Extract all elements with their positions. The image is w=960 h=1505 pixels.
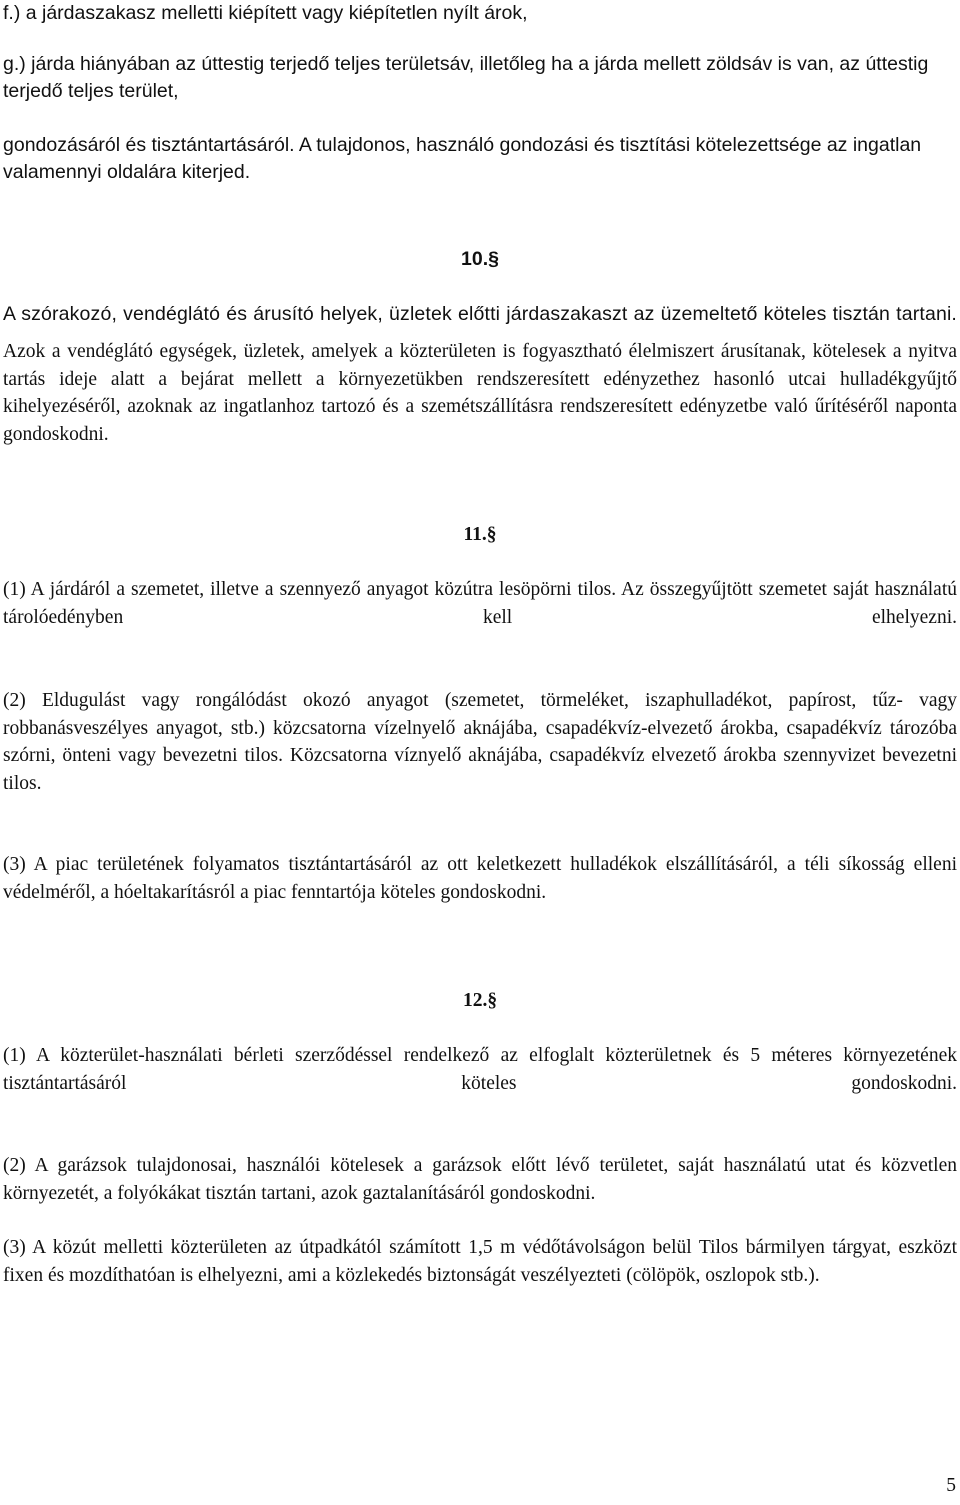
section-12-paragraph-1: (1) A közterület-használati bérleti szerződéssel rendelkező az elfoglalt közterületnek és 5 méteres környezetének tisztántartásáról köteles gondoskodni. [3, 1045, 957, 1094]
item-f: f.) a járdaszakasz melletti kiépített vagy kiépítetlen nyílt árok, [3, 2, 528, 24]
section-11-paragraph-3: (3) A piac területének folyamatos tisztántartásáról az ott keletkezett hulladékok elszállításáról, a téli síkosság elleni védelméről, a hóeltakarításról a piac fenntartója köteles gondoskodni. [3, 854, 957, 903]
section-11-paragraph-2: (2) Eldugulást vagy rongálódást okozó anyagot (szemetet, törmeléket, iszaphulladékot, papírost, tűz- vagy robbanásveszélyes anyagot, stb.) közcsatorna vízelnyelő aknájába, csapadékvíz-elvezető árokba, csapadékvíz tározóba szórni, önteni vagy bevezetni tilos. Közcsatorna víznyelő aknájába, csapadékvíz elvezető árokba szennyvizet bevezetni tilos. [3, 690, 957, 794]
page-number: 5 [946, 1475, 956, 1496]
section-12-paragraph-2: (2) A garázsok tulajdonosai, használói kötelesek a garázsok előtt lévő területet, saját használatú utat és közvetlen környezetét, a folyókákat tisztán tartani, azok gaztalanításáról gondoskodni. [3, 1155, 957, 1204]
section-heading-10: 10.§ [461, 248, 499, 270]
section-10-paragraph-1: A szórakozó, vendéglátó és árusító helyek, üzletek előtti járdaszakaszt az üzemeltető köteles tisztán tartani. [3, 303, 957, 325]
section-heading-12: 12.§ [462, 990, 498, 1011]
closing-sentence: gondozásáról és tisztántartásáról. A tulajdonos, használó gondozási és tisztítási kötelezettsége az ingatlan valamennyi oldalára kiterjed. [3, 134, 922, 183]
section-10-paragraph-2: Azok a vendéglátó egységek, üzletek, amelyek a közterületen is fogyasztható élelmiszert árusítanak, kötelesek a nyitva tartás ideje alatt a bejárat mellett a környezetükben rendszeresített edényzethez hasonló utcai hulladékgyűjtő kihelyezéséről, azoknak az ingatlanhoz tartozó és a szemétszállításra rendszeresített edényzetbe való űrítéséről naponta gondoskodni. [3, 341, 957, 445]
section-heading-11: 11.§ [463, 524, 497, 545]
section-11-paragraph-1: (1) A járdáról a szemetet, illetve a szennyező anyagot közútra lesöpörni tilos. Az összegyűjtött szemetet saját használatú tárolóedényben kell elhelyezni. [3, 579, 957, 628]
section-12-paragraph-3: (3) A közút melletti közterületen az útpadkától számított 1,5 m védőtávolságon belül Tilos bármilyen tárgyat, eszközt fixen és mozdíthatóan is elhelyezni, ami a közlekedés biztonságát veszélyezteti (cölöpök, oszlopok stb.). [3, 1237, 957, 1286]
item-g: g.) járda hiányában az úttestig terjedő teljes területsáv, illetőleg ha a járda mellett zöldsáv is van, az úttestig terjedő teljes terület, [3, 53, 929, 102]
